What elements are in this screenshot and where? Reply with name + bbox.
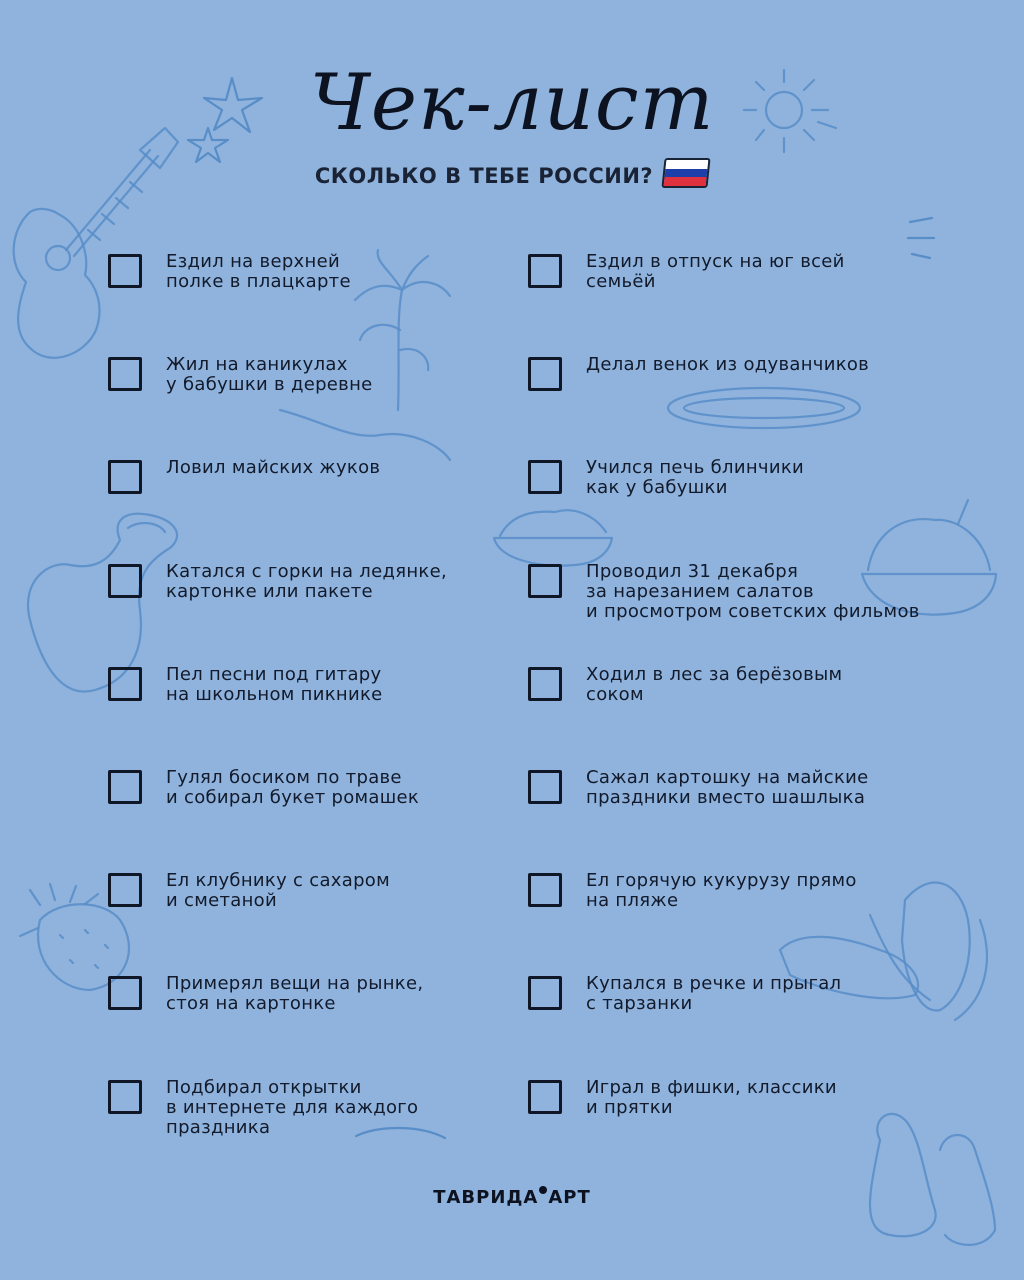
checklist-item-right-2[interactable] (528, 355, 869, 391)
checklist-item-label: Катался с горки на ледянке, картонке или пакете (166, 561, 447, 602)
valenki-doodle-icon (870, 1114, 995, 1245)
checklist-item-left-4[interactable] (108, 562, 447, 602)
checkbox[interactable] (108, 357, 142, 391)
checklist-item-label: Ел горячую кукурузу прямо на пляже (586, 870, 857, 911)
subtitle-text: СКОЛЬКО В ТЕБЕ РОССИИ? (314, 164, 654, 188)
checklist-item-label: Ездил на верхней полке в плацкарте (166, 251, 351, 292)
salad-bowl-doodle-icon (494, 510, 612, 565)
checklist-item-label: Жил на каникулах у бабушки в деревне (166, 354, 373, 395)
checklist-item-right-1[interactable] (528, 252, 845, 292)
checkbox[interactable] (528, 357, 562, 391)
checkbox[interactable] (108, 976, 142, 1010)
checklist-item-label: Гулял босиком по траве и собирал букет ромашек (166, 767, 420, 808)
checklist-item-label: Купался в речке и прыгал с тарзанки (586, 973, 842, 1014)
page-title: Чек-лист (309, 58, 715, 148)
brand-name-part2: АРТ (548, 1187, 591, 1208)
checklist-item-right-4[interactable] (528, 562, 920, 622)
checklist-item-right-8[interactable] (528, 974, 841, 1014)
checklist-item-left-6[interactable] (108, 768, 419, 808)
checklist-item-left-5[interactable] (108, 665, 383, 705)
checklist-item-right-9[interactable] (528, 1078, 837, 1118)
checklist-item-label: Пел песни под гитару на школьном пикнике (166, 664, 383, 705)
checkbox[interactable] (528, 460, 562, 494)
checklist-item-right-3[interactable] (528, 458, 804, 498)
checklist-item-right-5[interactable] (528, 665, 842, 705)
brand-logo (0, 1186, 1024, 1208)
checklist-item-label: Ел клубнику с сахаром и сметаной (166, 870, 390, 911)
checklist-item-label: Примерял вещи на рынке, стоя на картонке (166, 973, 424, 1014)
russian-flag-icon (662, 158, 711, 188)
checklist-item-label: Сажал картошку на майские праздники вместо шашлыка (586, 767, 869, 808)
checklist-item-right-6[interactable] (528, 768, 868, 808)
checklist-item-left-3[interactable] (108, 458, 380, 494)
checklist-item-left-8[interactable] (108, 974, 423, 1014)
page-subtitle (0, 158, 1024, 188)
checklist-item-label: Делал венок из одуванчиков (586, 354, 870, 375)
checkbox[interactable] (108, 564, 142, 598)
checklist-item-label: Играл в фишки, классики и прятки (586, 1077, 837, 1118)
checkbox[interactable] (108, 1080, 142, 1114)
checklist-item-right-7[interactable] (528, 871, 857, 911)
checkbox[interactable] (528, 873, 562, 907)
checkbox[interactable] (108, 873, 142, 907)
checklist-item-left-2[interactable] (108, 355, 373, 395)
checklist-item-left-1[interactable] (108, 252, 351, 292)
checklist-item-left-9[interactable] (108, 1078, 418, 1138)
checkbox[interactable] (528, 976, 562, 1010)
checklist-item-label: Ездил в отпуск на юг всей семьёй (586, 251, 845, 292)
checkbox[interactable] (528, 564, 562, 598)
checklist-item-label: Подбирал открытки в интернете для каждого праздника (166, 1077, 419, 1138)
brand-name-part1: ТАВРИДА (433, 1187, 539, 1208)
checkbox[interactable] (108, 667, 142, 701)
checkbox[interactable] (108, 254, 142, 288)
checkbox[interactable] (528, 1080, 562, 1114)
checkbox[interactable] (108, 460, 142, 494)
checkbox[interactable] (108, 770, 142, 804)
checklist-item-label: Ловил майских жуков (166, 457, 381, 478)
checklist-item-label: Учился печь блинчики как у бабушки (586, 457, 805, 498)
checklist-item-left-7[interactable] (108, 871, 390, 911)
checkbox[interactable] (528, 770, 562, 804)
checklist-item-label: Ходил в лес за берёзовым соком (586, 664, 843, 705)
checklist-item-label: Проводил 31 декабря за нарезанием салатов и просмотром советских фильмов (586, 561, 920, 622)
checkbox[interactable] (528, 667, 562, 701)
wreath-doodle-icon (668, 388, 860, 428)
brand-dot-icon (539, 1186, 547, 1194)
checkbox[interactable] (528, 254, 562, 288)
